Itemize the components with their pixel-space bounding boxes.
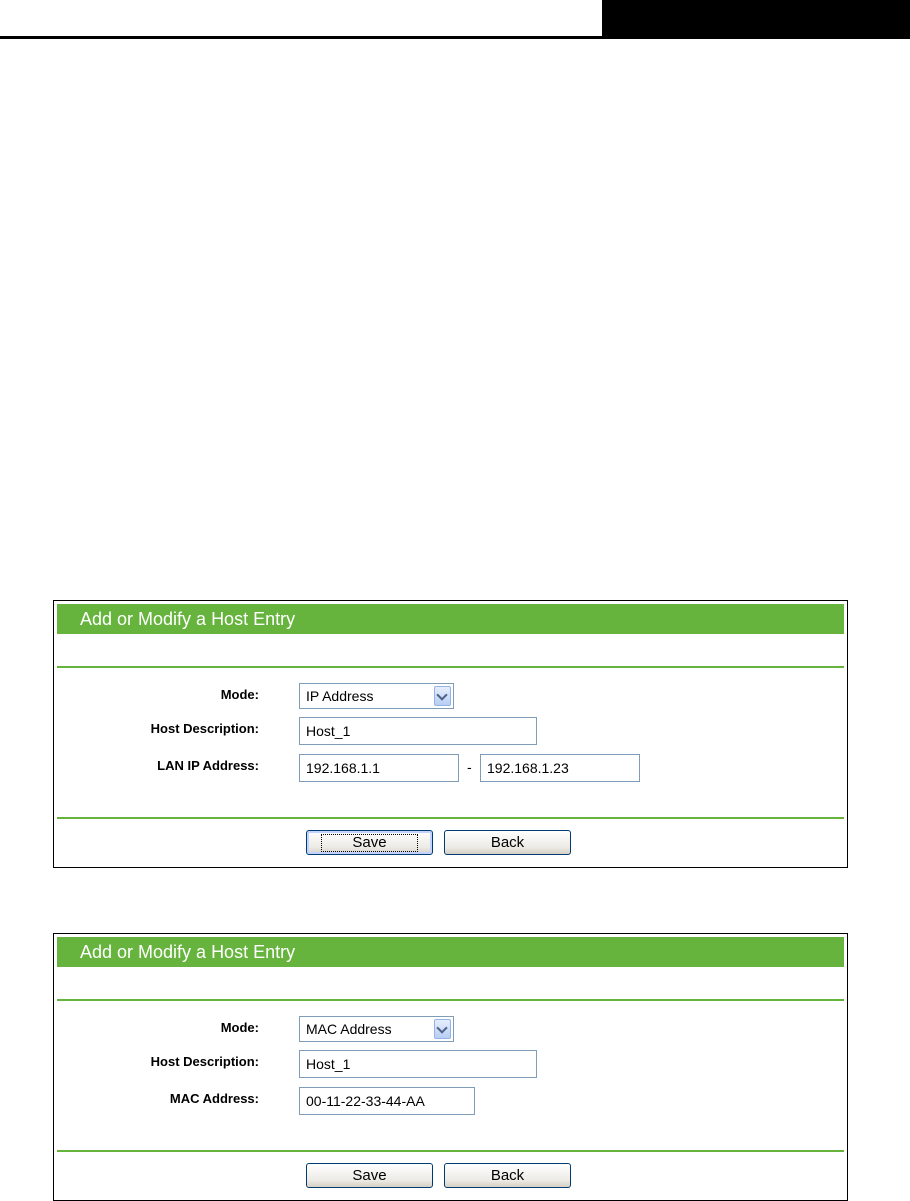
divider-top xyxy=(57,666,844,668)
mode-select-value: MAC Address xyxy=(306,1021,392,1037)
panel-title: Add or Modify a Host Entry xyxy=(57,937,844,967)
host-description-input[interactable] xyxy=(299,1050,537,1078)
chevron-down-icon[interactable] xyxy=(434,686,451,706)
host-description-input[interactable] xyxy=(299,717,537,745)
save-button-label: Save xyxy=(321,834,417,852)
divider-top xyxy=(57,999,844,1001)
chevron-down-icon[interactable] xyxy=(434,1019,451,1039)
ip-end-input[interactable] xyxy=(480,754,640,782)
mode-select[interactable] xyxy=(299,1016,454,1042)
mac-address-row xyxy=(54,1087,849,1113)
divider-bottom xyxy=(57,1150,844,1152)
lan-ip-label: LAN IP Address: xyxy=(157,758,259,773)
header-block xyxy=(602,0,910,39)
back-button[interactable] xyxy=(444,1163,571,1188)
mode-label: Mode: xyxy=(220,1020,259,1035)
host-description-label: Host Description: xyxy=(150,721,259,736)
mac-address-label: MAC Address: xyxy=(169,1091,259,1106)
save-button[interactable] xyxy=(306,1163,433,1188)
ip-range-separator: - xyxy=(467,759,472,775)
back-button-label: Back xyxy=(490,1167,525,1184)
host-entry-panel-ip xyxy=(53,600,848,868)
host-description-row xyxy=(54,1050,849,1076)
mode-select-value: IP Address xyxy=(306,688,374,704)
back-button[interactable] xyxy=(444,830,571,855)
mode-row xyxy=(54,1016,849,1042)
ip-start-input[interactable] xyxy=(299,754,459,782)
host-description-label: Host Description: xyxy=(150,1054,259,1069)
save-button[interactable] xyxy=(306,830,433,855)
host-entry-panel-mac xyxy=(53,933,848,1201)
divider-bottom xyxy=(57,817,844,819)
mac-address-input[interactable] xyxy=(299,1087,475,1115)
mode-select[interactable] xyxy=(299,683,454,709)
panel-title: Add or Modify a Host Entry xyxy=(57,604,844,634)
lan-ip-row xyxy=(54,754,849,780)
mode-label: Mode: xyxy=(220,687,259,702)
host-description-row xyxy=(54,717,849,743)
back-button-label: Back xyxy=(490,834,525,851)
save-button-label: Save xyxy=(352,1167,387,1184)
mode-row xyxy=(54,683,849,709)
